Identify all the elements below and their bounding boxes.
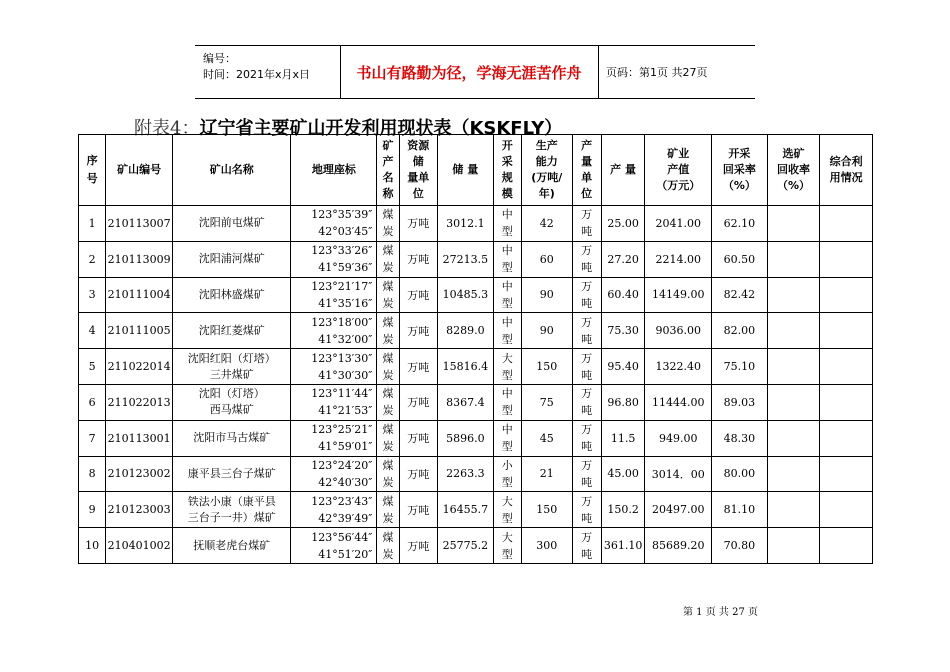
cell-value: 2214.00 [645, 241, 712, 277]
cell-scale [493, 456, 521, 492]
stacked-char: 吨 [581, 404, 593, 418]
cell-output-unit [572, 349, 601, 385]
stacked-char: 炭 [382, 404, 394, 418]
cell-mine-id: 210113009 [106, 241, 173, 277]
stacked-char: 大 [501, 530, 513, 544]
cell-reserve-unit: 万吨 [399, 277, 437, 313]
page-footer: 第 1 页 共 27 页 [683, 607, 758, 618]
cell-reserve-unit: 万吨 [399, 384, 437, 420]
cell-seq: 8 [79, 456, 106, 492]
stacked-char: 中 [501, 244, 513, 258]
cell-dressing-rate [767, 277, 820, 313]
stacked-char: 中 [501, 279, 513, 293]
stacked-char: 型 [501, 368, 513, 382]
stacked-char: 万 [581, 279, 593, 293]
mine-name-line: 三台子一井）煤矿 [187, 510, 276, 524]
stacked-char: 大 [501, 351, 513, 365]
longitude: 123°23′43″ [311, 494, 373, 508]
table-row [79, 456, 873, 492]
cell-capacity: 300 [521, 528, 572, 564]
stacked-char: 万 [581, 351, 593, 365]
cell-mine-id: 210401002 [106, 528, 173, 564]
cell-mineral [377, 456, 399, 492]
longitude: 123°56′44″ [311, 530, 373, 544]
col-utilization: 综合利 用情况 [820, 135, 873, 206]
cell-mineral [377, 277, 399, 313]
table-row [79, 241, 873, 277]
cell-output-unit [572, 528, 601, 564]
stacked-char: 万 [581, 530, 593, 544]
cell-scale [493, 313, 521, 349]
stacked-char: 煤 [382, 387, 394, 401]
title-main: 辽宁省主要矿山开发利用现状表（KSKFLY） [199, 118, 563, 139]
cell-value: 9036.00 [645, 313, 712, 349]
cell-output: 45.00 [601, 456, 644, 492]
latitude: 41°30′30″ [318, 368, 373, 382]
cell-dressing-rate [767, 492, 820, 528]
cell-utilization [820, 313, 873, 349]
stacked-char: 万 [581, 387, 593, 401]
stacked-char: 煤 [382, 315, 394, 329]
stacked-char: 吨 [581, 511, 593, 525]
cell-seq: 4 [79, 313, 106, 349]
time-label: 时间：2021年x月x日 [203, 68, 311, 81]
cell-coords [291, 384, 377, 420]
cell-dressing-rate [767, 456, 820, 492]
mine-name-line: 西马煤矿 [209, 403, 254, 417]
table-row [79, 313, 873, 349]
stacked-char: 小 [501, 458, 513, 472]
cell-utilization [820, 277, 873, 313]
longitude: 123°33′26″ [311, 244, 373, 258]
stacked-char: 煤 [382, 208, 394, 222]
cell-output: 11.5 [601, 420, 644, 456]
cell-mine-name [173, 384, 291, 420]
stacked-char: 煤 [382, 458, 394, 472]
cell-mine-name [173, 241, 291, 277]
stacked-char: 型 [501, 225, 513, 239]
cell-mine-name [173, 528, 291, 564]
longitude: 123°11′44″ [311, 387, 373, 401]
cell-mine-name [173, 277, 291, 313]
stacked-char: 中 [501, 315, 513, 329]
cell-reserve: 16455.7 [438, 492, 494, 528]
longitude: 123°18′00″ [311, 315, 373, 329]
title-prefix: 附表4： [134, 118, 200, 139]
cell-value: 20497.00 [645, 492, 712, 528]
cell-output-unit [572, 492, 601, 528]
col-reserve: 储 量 [438, 135, 494, 206]
cell-output: 96.80 [601, 384, 644, 420]
latitude: 42°03′45″ [318, 225, 373, 239]
cell-coords [291, 420, 377, 456]
cell-coords [291, 492, 377, 528]
cell-utilization [820, 492, 873, 528]
cell-coords [291, 349, 377, 385]
stacked-char: 型 [501, 332, 513, 346]
latitude: 42°39′49″ [318, 511, 373, 525]
stacked-char: 煤 [382, 494, 394, 508]
mine-name-line: 抚顺老虎台煤矿 [193, 538, 271, 552]
mine-name-line: 三井煤矿 [209, 367, 254, 381]
longitude: 123°21′17″ [311, 279, 373, 293]
col-reserve-unit: 资源 储 量单 位 [399, 135, 437, 206]
stacked-char: 炭 [382, 261, 394, 275]
cell-output-unit [572, 241, 601, 277]
cell-mining-rate: 82.42 [712, 277, 768, 313]
cell-dressing-rate [767, 313, 820, 349]
cell-value: 2041.00 [645, 206, 712, 242]
cell-seq: 2 [79, 241, 106, 277]
stacked-char: 煤 [382, 244, 394, 258]
mine-name-line: 沈阳林盛煤矿 [198, 287, 265, 301]
latitude: 41°59′36″ [318, 261, 373, 275]
cell-value: 1322.40 [645, 349, 712, 385]
longitude: 123°25′21″ [311, 423, 373, 437]
col-output-unit: 产 量 单 位 [572, 135, 601, 206]
stacked-char: 炭 [382, 511, 394, 525]
cell-mine-id: 210123002 [106, 456, 173, 492]
cell-mine-id: 210123003 [106, 492, 173, 528]
cell-output-unit [572, 420, 601, 456]
cell-capacity: 150 [521, 492, 572, 528]
cell-reserve-unit: 万吨 [399, 492, 437, 528]
col-mine-name: 矿山名称 [173, 135, 291, 206]
cell-output-unit [572, 313, 601, 349]
stacked-char: 吨 [581, 547, 593, 561]
stacked-char: 万 [581, 208, 593, 222]
cell-capacity: 90 [521, 277, 572, 313]
cell-coords [291, 206, 377, 242]
cell-mining-rate: 75.10 [712, 349, 768, 385]
col-seq: 序 号 [79, 135, 106, 206]
latitude: 41°51′20″ [318, 547, 373, 561]
cell-mineral [377, 349, 399, 385]
col-capacity: 生产 能力 (万吨/ 年) [521, 135, 572, 206]
stacked-char: 吨 [581, 296, 593, 310]
stacked-char: 煤 [382, 423, 394, 437]
code-label: 编号： [203, 52, 236, 65]
col-coords: 地理座标 [291, 135, 377, 206]
cell-capacity: 60 [521, 241, 572, 277]
stacked-char: 炭 [382, 475, 394, 489]
cell-output-unit [572, 384, 601, 420]
stacked-char: 万 [581, 494, 593, 508]
cell-reserve-unit: 万吨 [399, 349, 437, 385]
col-output: 产 量 [601, 135, 644, 206]
table-row [79, 384, 873, 420]
mine-status-table [78, 134, 873, 564]
cell-reserve-unit: 万吨 [399, 241, 437, 277]
col-dressing-rate: 选矿 回收率 （%） [767, 135, 820, 206]
cell-output: 60.40 [601, 277, 644, 313]
cell-mining-rate: 80.00 [712, 456, 768, 492]
cell-reserve: 15816.4 [438, 349, 494, 385]
cell-dressing-rate [767, 528, 820, 564]
longitude: 123°13′30″ [311, 351, 373, 365]
cell-seq: 7 [79, 420, 106, 456]
latitude: 41°35′16″ [318, 296, 373, 310]
cell-reserve: 8289.0 [438, 313, 494, 349]
cell-capacity: 150 [521, 349, 572, 385]
cell-seq: 10 [79, 528, 106, 564]
stacked-char: 炭 [382, 440, 394, 454]
cell-mining-rate: 48.30 [712, 420, 768, 456]
stacked-char: 型 [501, 440, 513, 454]
cell-mineral [377, 313, 399, 349]
cell-coords [291, 456, 377, 492]
cell-reserve: 25775.2 [438, 528, 494, 564]
header-page-number: 页码：第1页 共27页 [606, 66, 708, 79]
cell-value: 949.00 [645, 420, 712, 456]
latitude: 41°59′01″ [318, 440, 373, 454]
cell-mine-id: 211022014 [106, 349, 173, 385]
cell-reserve-unit: 万吨 [399, 313, 437, 349]
cell-value: 85689.20 [645, 528, 712, 564]
cell-mine-id: 210113007 [106, 206, 173, 242]
latitude: 41°21′53″ [318, 404, 373, 418]
stacked-char: 吨 [581, 368, 593, 382]
cell-mining-rate: 89.03 [712, 384, 768, 420]
stacked-char: 中 [501, 423, 513, 437]
cell-capacity: 75 [521, 384, 572, 420]
cell-value: 11444.00 [645, 384, 712, 420]
cell-scale [493, 349, 521, 385]
cell-reserve-unit: 万吨 [399, 456, 437, 492]
cell-mineral [377, 241, 399, 277]
table-row [79, 420, 873, 456]
cell-mineral [377, 420, 399, 456]
stacked-char: 炭 [382, 332, 394, 346]
cell-dressing-rate [767, 420, 820, 456]
cell-mining-rate: 70.80 [712, 528, 768, 564]
mine-name-line: 沈阳红菱煤矿 [198, 323, 265, 337]
table-row [79, 528, 873, 564]
mine-name-line: 沈阳（灯塔） [198, 387, 265, 401]
stacked-char: 万 [581, 315, 593, 329]
table-row [79, 492, 873, 528]
cell-mine-id: 211022013 [106, 384, 173, 420]
cell-reserve: 10485.3 [438, 277, 494, 313]
cell-mine-name [173, 420, 291, 456]
cell-mining-rate: 60.50 [712, 241, 768, 277]
col-mineral: 矿 产 名 称 [377, 135, 399, 206]
cell-reserve: 5896.0 [438, 420, 494, 456]
cell-utilization [820, 384, 873, 420]
stacked-char: 炭 [382, 547, 394, 561]
stacked-char: 型 [501, 547, 513, 561]
cell-reserve-unit: 万吨 [399, 206, 437, 242]
cell-scale [493, 384, 521, 420]
cell-mine-name [173, 349, 291, 385]
stacked-char: 型 [501, 261, 513, 275]
mine-name-line: 沈阳市马古煤矿 [193, 431, 271, 445]
cell-mine-name [173, 492, 291, 528]
cell-scale [493, 420, 521, 456]
cell-output: 25.00 [601, 206, 644, 242]
cell-mining-rate: 62.10 [712, 206, 768, 242]
cell-seq: 1 [79, 206, 106, 242]
cell-mine-id: 210111004 [106, 277, 173, 313]
cell-coords [291, 277, 377, 313]
cell-reserve: 3012.1 [438, 206, 494, 242]
cell-output-unit [572, 456, 601, 492]
cell-reserve-unit: 万吨 [399, 420, 437, 456]
stacked-char: 中 [501, 208, 513, 222]
cell-output-unit [572, 206, 601, 242]
stacked-char: 炭 [382, 368, 394, 382]
cell-output: 75.30 [601, 313, 644, 349]
stacked-char: 吨 [581, 475, 593, 489]
cell-utilization [820, 420, 873, 456]
table-row [79, 349, 873, 385]
cell-utilization [820, 241, 873, 277]
mine-name-line: 沈阳前屯煤矿 [198, 216, 265, 230]
stacked-char: 炭 [382, 225, 394, 239]
cell-utilization [820, 206, 873, 242]
cell-utilization [820, 456, 873, 492]
cell-capacity: 21 [521, 456, 572, 492]
cell-scale [493, 528, 521, 564]
stacked-char: 万 [581, 423, 593, 437]
cell-output: 27.20 [601, 241, 644, 277]
cell-value: 14149.00 [645, 277, 712, 313]
table-row [79, 277, 873, 313]
cell-seq: 5 [79, 349, 106, 385]
cell-value: 3014．00 [645, 456, 712, 492]
stacked-char: 煤 [382, 351, 394, 365]
cell-output: 361.10 [601, 528, 644, 564]
cell-mineral [377, 492, 399, 528]
stacked-char: 型 [501, 511, 513, 525]
cell-reserve: 8367.4 [438, 384, 494, 420]
stacked-char: 中 [501, 387, 513, 401]
stacked-char: 吨 [581, 332, 593, 346]
cell-dressing-rate [767, 206, 820, 242]
longitude: 123°35′39″ [311, 208, 373, 222]
cell-dressing-rate [767, 384, 820, 420]
cell-mineral [377, 206, 399, 242]
stacked-char: 炭 [382, 296, 394, 310]
cell-seq: 6 [79, 384, 106, 420]
cell-coords [291, 241, 377, 277]
cell-output-unit [572, 277, 601, 313]
cell-mining-rate: 81.10 [712, 492, 768, 528]
col-mine-id: 矿山编号 [106, 135, 173, 206]
cell-capacity: 42 [521, 206, 572, 242]
cell-reserve: 2263.3 [438, 456, 494, 492]
stacked-char: 万 [581, 458, 593, 472]
cell-mine-name [173, 206, 291, 242]
cell-dressing-rate [767, 241, 820, 277]
col-mining-rate: 开采 回采率 （%） [712, 135, 768, 206]
stacked-char: 万 [581, 244, 593, 258]
cell-coords [291, 528, 377, 564]
cell-mine-id: 210113001 [106, 420, 173, 456]
cell-reserve: 27213.5 [438, 241, 494, 277]
mine-name-line: 铁法小康（康平县 [187, 494, 276, 508]
latitude: 41°32′00″ [318, 332, 373, 346]
col-value: 矿业 产值 （万元） [645, 135, 712, 206]
stacked-char: 吨 [581, 225, 593, 239]
cell-seq: 3 [79, 277, 106, 313]
cell-scale [493, 492, 521, 528]
cell-reserve-unit: 万吨 [399, 528, 437, 564]
cell-utilization [820, 349, 873, 385]
cell-seq: 9 [79, 492, 106, 528]
header-slogan: 书山有路勤为径，学海无涯苦作舟 [340, 46, 599, 98]
cell-scale [493, 206, 521, 242]
stacked-char: 煤 [382, 279, 394, 293]
stacked-char: 型 [501, 296, 513, 310]
cell-dressing-rate [767, 349, 820, 385]
cell-capacity: 90 [521, 313, 572, 349]
stacked-char: 吨 [581, 261, 593, 275]
stacked-char: 吨 [581, 440, 593, 454]
cell-mineral [377, 528, 399, 564]
col-scale: 开 采 规 模 [493, 135, 521, 206]
header-meta-cell [195, 46, 341, 98]
stacked-char: 型 [501, 475, 513, 489]
cell-utilization [820, 528, 873, 564]
cell-mining-rate: 82.00 [712, 313, 768, 349]
mine-name-line: 沈阳红阳（灯塔） [187, 351, 276, 365]
stacked-char: 型 [501, 404, 513, 418]
stacked-char: 煤 [382, 530, 394, 544]
cell-output: 95.40 [601, 349, 644, 385]
cell-mine-id: 210111005 [106, 313, 173, 349]
cell-mine-name [173, 456, 291, 492]
cell-output: 150.2 [601, 492, 644, 528]
cell-coords [291, 313, 377, 349]
table-row [79, 206, 873, 242]
document-header [195, 45, 755, 99]
cell-capacity: 45 [521, 420, 572, 456]
header-row [79, 135, 873, 206]
cell-scale [493, 277, 521, 313]
cell-mineral [377, 384, 399, 420]
stacked-char: 大 [501, 494, 513, 508]
mine-name-line: 沈阳浦河煤矿 [198, 252, 265, 266]
cell-mine-name [173, 313, 291, 349]
cell-scale [493, 241, 521, 277]
latitude: 42°40′30″ [318, 475, 373, 489]
mine-name-line: 康平县三台子煤矿 [187, 466, 276, 480]
longitude: 123°24′20″ [311, 458, 373, 472]
